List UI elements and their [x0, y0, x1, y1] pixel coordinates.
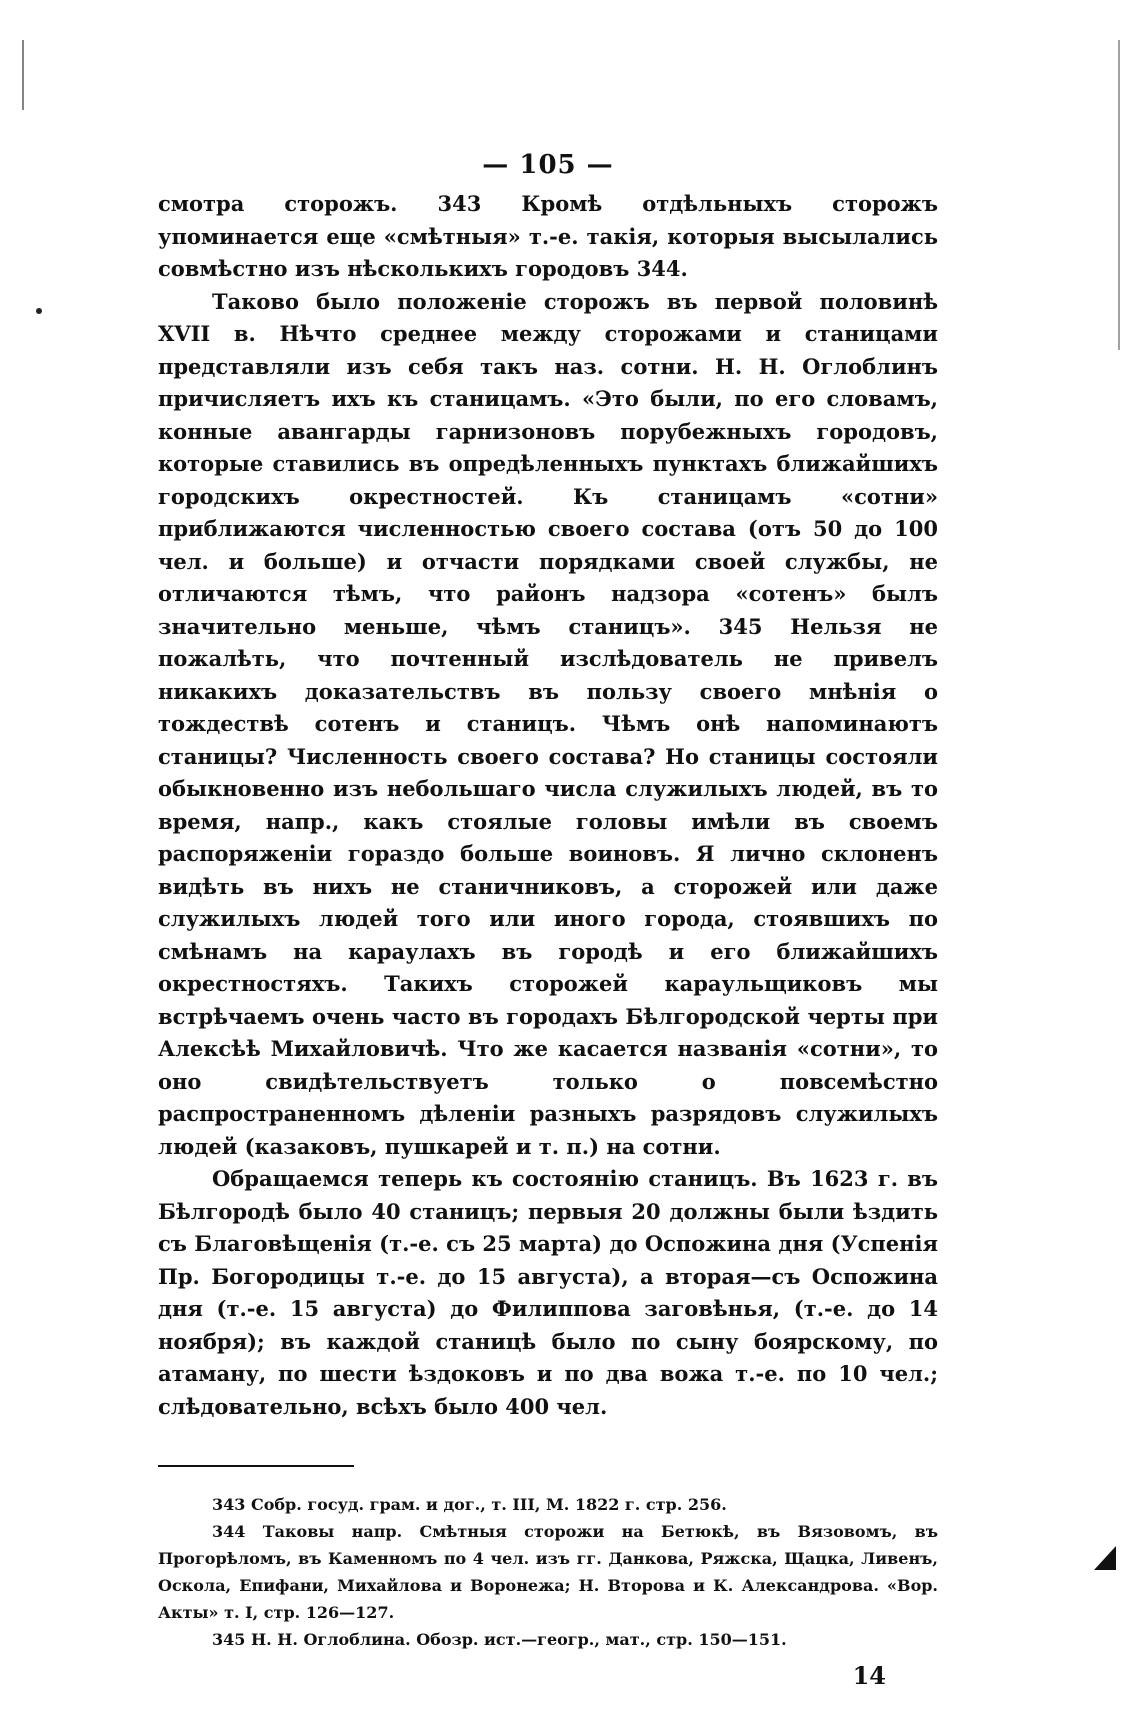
scan-mark: [36, 308, 42, 314]
paragraph-3: Обращаемся теперь къ состоянію станицъ. Въ 1623 г. въ Бѣлгородѣ было 40 станицъ; первыя 20 должны были ѣздить съ Благовѣщенія (т.-е. съ 25 марта) до Оспожина дня (Успенія Пр. Богородицы т.-е. до 15 августа), а вторая—съ Оспожина дня (т.-е. 15 августа) до Филиппова заговѣнья, (т.-е. до 14 ноября); въ каждой станицѣ было по сыну боярскому, по атаману, по шести ѣздоковъ и по два вожа т.-е. по 10 чел.; слѣдовательно, всѣхъ было 400 чел.: [158, 1166, 938, 1419]
scan-edge-left: [22, 40, 27, 110]
scan-edge-right: [1116, 40, 1120, 350]
footnote-345: 345 Н. Н. Оглоблина. Обозр. ист.—геогр., мат., стр. 150—151.: [212, 1630, 787, 1649]
footnote-343: 343 Собр. госуд. грам. и дог., т. III, М. 1822 г. стр. 256.: [212, 1495, 727, 1514]
body-text: [158, 188, 938, 1423]
paragraph-2: Таково было положеніе сторожъ въ первой половинѣ XVII в. Нѣчто среднее между сторожами и станицами представляли изъ себя такъ наз. сотни. Н. Н. Оглоблинъ причисляетъ ихъ къ станицамъ. «Это были, по его словамъ, конные авангарды гарнизоновъ порубежныхъ городовъ, которые ставились въ опредѣленныхъ пунктахъ ближайшихъ городскихъ окрестностей. Къ станицамъ «сотни» приближаются численностью своего состава (отъ 50 до 100 чел. и больше) и отчасти порядками своей службы, не отличаются тѣмъ, что районъ надзора «сотенъ» былъ значительно меньше, чѣмъ станицъ». 345 Нельзя не пожалѣть, что почтенный изслѣдователь не привелъ никакихъ доказательствъ въ пользу своего мнѣнія о тождествѣ сотенъ и станицъ. Чѣмъ онѣ напоминаютъ станицы? Численность своего состава? Но станицы состояли обыкновенно изъ небольшаго числа служилыхъ людей, въ то время, напр., какъ стоялые головы имѣли въ своемъ распоряженіи гораздо больше воиновъ. Я лично склоненъ видѣть въ нихъ не станичниковъ, а сторожей или даже служилыхъ людей того или иного города, стоявшихъ по смѣнамъ на караулахъ въ городѣ и его ближайшихъ окрестностяхъ. Такихъ сторожей караульщиковъ мы встрѣчаемъ очень часто въ городахъ Бѣлгородской черты при Алексѣѣ Михайловичѣ. Что же касается названія «сотни», то оно свидѣтельствуетъ только о повсемѣстно распространенномъ дѣленіи разныхъ разрядовъ служилыхъ людей (казаковъ, пушкарей и т. п.) на сотни.: [158, 288, 938, 1159]
paragraph-1: смотра сторожъ. 343 Кромѣ отдѣльныхъ сторожъ упоминается еще «смѣтныя» т.-е. такія, которыя высылались совмѣстно изъ нѣсколькихъ городовъ 344.: [158, 191, 938, 281]
footnote-rule: [158, 1465, 354, 1467]
corner-mark: [1094, 1546, 1116, 1570]
footnotes: [158, 1491, 938, 1653]
page-number: — 105 —: [482, 150, 614, 180]
footnote-344: 344 Таковы напр. Смѣтныя сторожи на Бетюкѣ, въ Вязовомъ, въ Прогорѣломъ, въ Каменномъ по 4 чел. изъ гг. Данкова, Ряжска, Щацка, Ливенъ, Оскола, Епифани, Михайлова и Воронежа; Н. Второва и К. Александрова. «Вор. Акты» т. I, стр. 126—127.: [158, 1522, 938, 1622]
signature-mark: 14: [852, 1661, 886, 1690]
page: [158, 150, 938, 1690]
